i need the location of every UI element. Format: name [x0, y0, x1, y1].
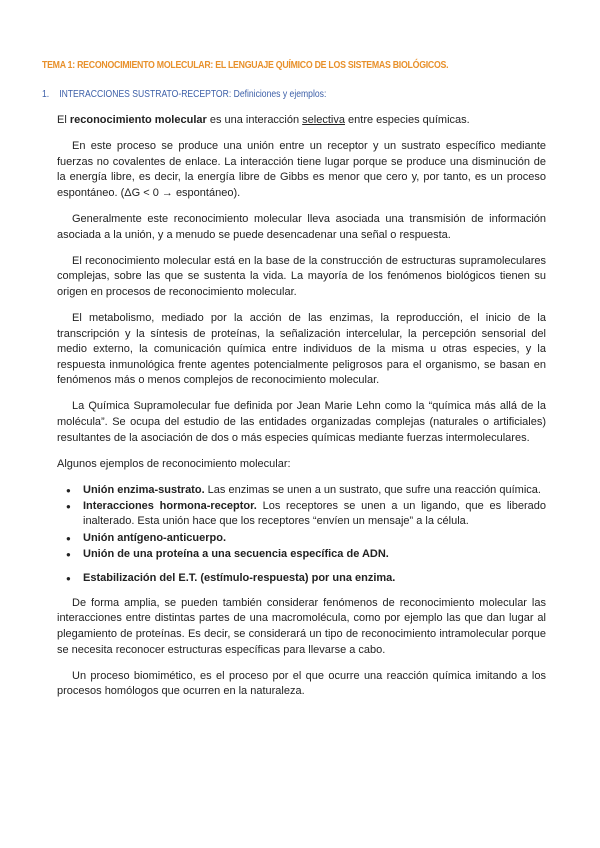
paragraph-definition	[57, 113, 546, 129]
paragraph-6: La Química Supramolecular fue definida por Jean Marie Lehn como la “química más allá de la molécula”. Se ocupa del estudio de las entidades organizadas complejas (naturales o artificiales) resultantes de la asociación de dos o más especies químicas mediante fuerzas intermoleculares.	[57, 400, 546, 444]
paragraph-8: De forma amplia, se pueden también considerar fenómenos de reconocimiento molecular las interacciones entre distintas partes de una macromolécula, como por ejemplo las que dan lugar al plegamiento de proteínas. Es decir, se considerará un tipo de reconocimiento intramolecular porque se necesita reconocer estructuras específicas para llevarse a cabo.	[57, 596, 546, 656]
list-item	[57, 571, 546, 587]
p1-underlined-term: selectiva	[302, 114, 345, 126]
section-heading	[42, 89, 326, 100]
example-text: Los receptores se unen a un ligando, que es liberado inalterado. Esta unión hace que los receptores “envíen un mensaje” a la célula.	[83, 499, 546, 528]
paragraph-2: En este proceso se produce una unión entre un receptor y un sustrato específico mediante fuerzas no covalentes de enlace. La interacción tiene lugar porque se produce una disminución de la energía libre, es decir, la energía libre de Gibbs es menor que cero y, por tanto, es un proceso espontáneo. (ΔG < 0 → espontáneo).	[57, 140, 546, 199]
p1-part-a: El	[57, 114, 70, 126]
p1-part-c: es una interacción	[206, 114, 303, 126]
example-bold: Interacciones hormona-receptor.	[83, 499, 257, 512]
example-bold: Unión de una proteína a una secuencia específica de ADN.	[83, 547, 389, 560]
paragraph-3: Generalmente este reconocimiento molecular lleva asociada una transmisión de información asociada a la unión, y a menudo se puede desencadenar una señal o respuesta.	[57, 212, 546, 241]
paragraph-4: El reconocimiento molecular está en la base de la construcción de estructuras supramoleculares complejas, sobre las que se sustenta la vida. La mayoría de los fenómenos biológicos tienen su origen en procesos de reconocimiento molecular.	[57, 254, 546, 298]
section-title: INTERACCIONES SUSTRATO-RECEPTOR: Definiciones y ejemplos:	[59, 89, 327, 100]
example-bold: Unión antígeno-anticuerpo.	[83, 531, 226, 544]
p1-part-e: entre especies químicas.	[344, 114, 470, 126]
section-number: 1.	[42, 89, 50, 100]
paragraph-examples-intro: Algunos ejemplos de reconocimiento molecular:	[57, 457, 291, 470]
paragraph-9: Un proceso biomimético, es el proceso por el que ocurre una reacción química imitando a los procesos homólogos que ocurren en la naturaleza.	[57, 669, 546, 698]
list-item	[57, 531, 546, 547]
list-item	[57, 499, 546, 530]
example-bold: Unión enzima-sustrato.	[83, 483, 205, 496]
examples-list	[57, 483, 546, 587]
document-body	[57, 113, 546, 710]
paragraph-5: El metabolismo, mediado por la acción de las enzimas, la reproducción, el inicio de la transcripción y la síntesis de proteínas, la señalización intercelular, la percepción sensorial del medio externo, la comunicación química entre individuos de la misma u otras especies, y la respuesta inmunológica frente agentes potencialmente peligrosos para el organismo, se basan en fenómenos más o menos complejos de reconocimiento molecular.	[57, 311, 546, 387]
p1-bold-term: reconocimiento molecular	[69, 114, 207, 126]
page-title: TEMA 1: RECONOCIMIENTO MOLECULAR: EL LENGUAJE QUÍMICO DE LOS SISTEMAS BIOLÓGICOS.	[42, 60, 449, 71]
example-text: Las enzimas se unen a un sustrato, que sufre una reacción química.	[204, 483, 541, 496]
list-item	[57, 483, 546, 499]
list-item	[57, 547, 546, 563]
example-bold: Estabilización del E.T. (estímulo-respuesta) por una enzima.	[83, 572, 396, 585]
